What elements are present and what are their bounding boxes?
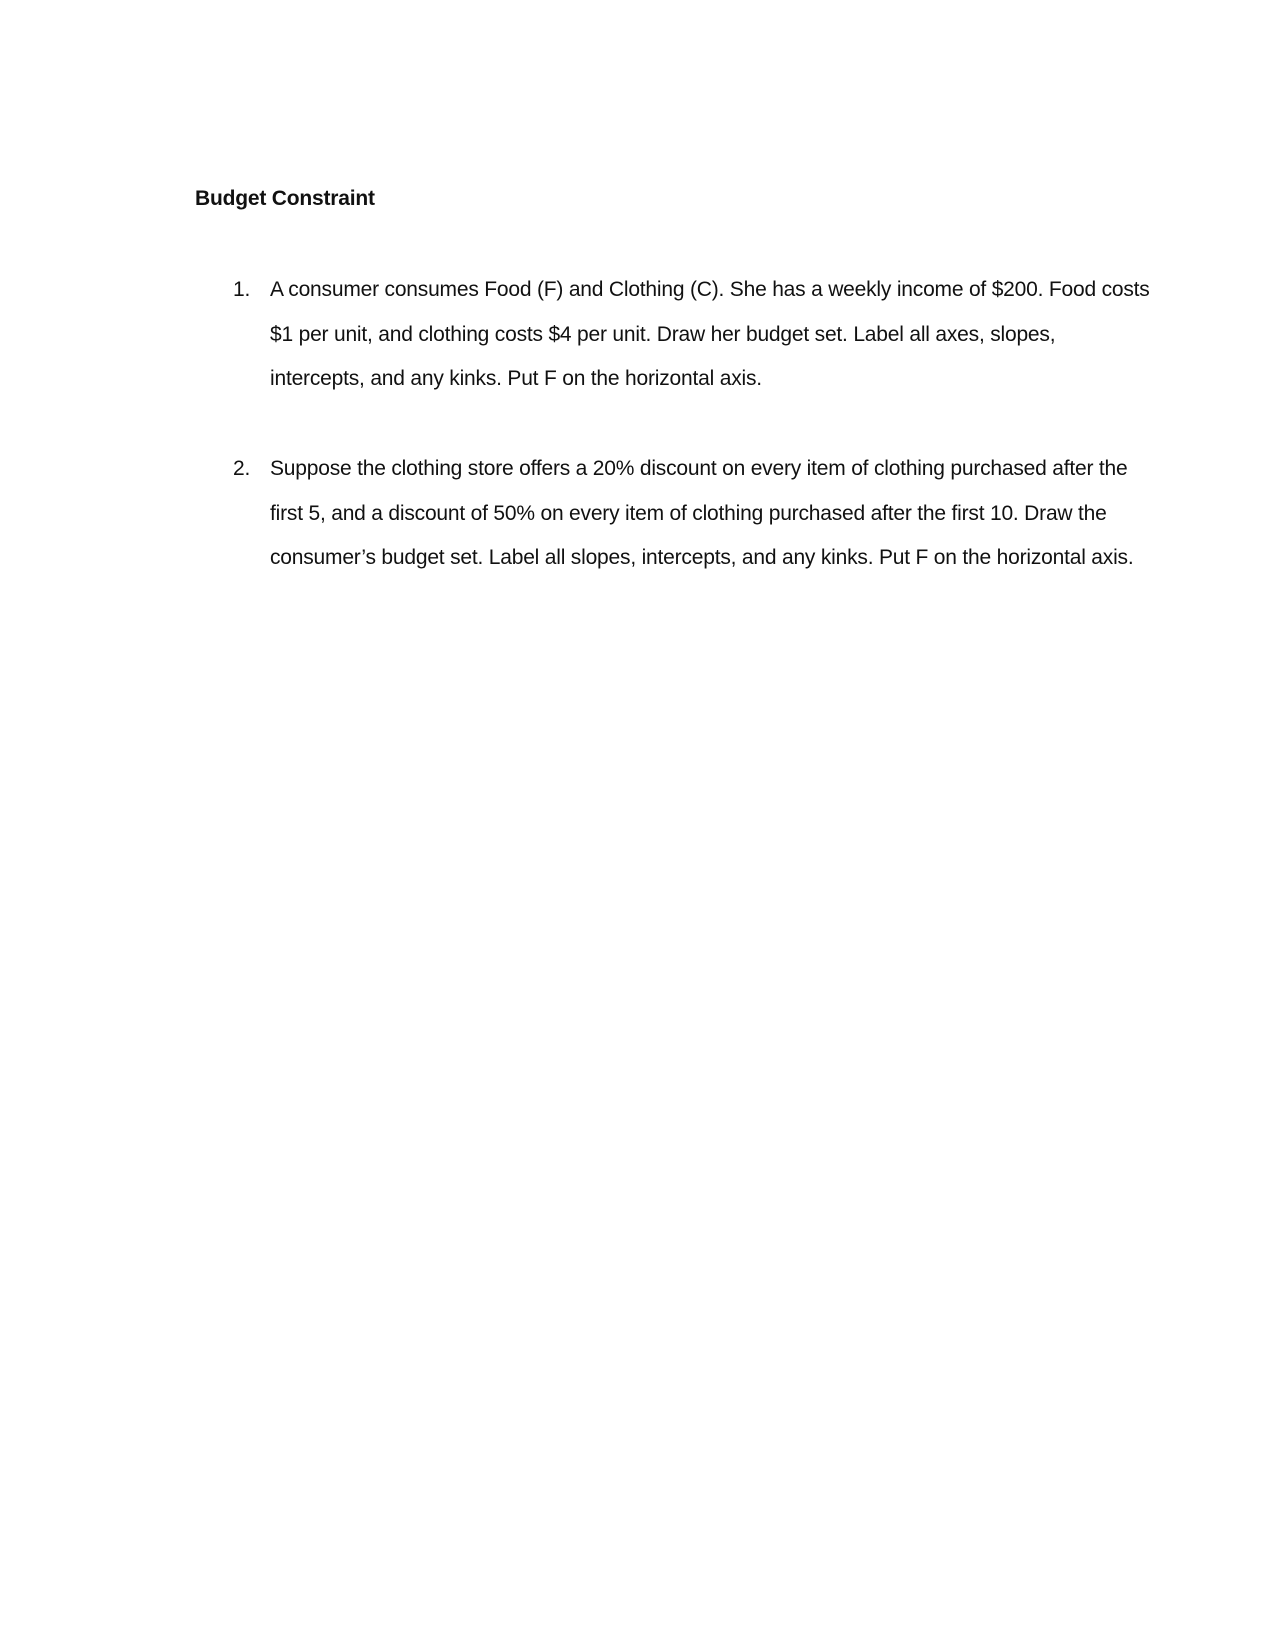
question-number: 1. (233, 278, 251, 301)
question-item (233, 447, 1153, 581)
question-text: Suppose the clothing store offers a 20% discount on every item of clothing purchased after the first 5, and a discount of 50% on every item of clothing purchased after the first 10. Draw the consumer’s budget set. Label all slopes, intercepts, and any kinks. Put F on the horizontal axis. (270, 457, 1134, 569)
question-item (233, 268, 1153, 402)
page-title: Budget Constraint (195, 187, 375, 210)
question-number: 2. (233, 457, 251, 480)
question-text: A consumer consumes Food (F) and Clothing (C). She has a weekly income of $200. Food costs $1 per unit, and clothing costs $4 per unit. Draw her budget set. Label all axes, slopes, intercepts, and any kinks. Put F on the horizontal axis. (270, 278, 1150, 390)
